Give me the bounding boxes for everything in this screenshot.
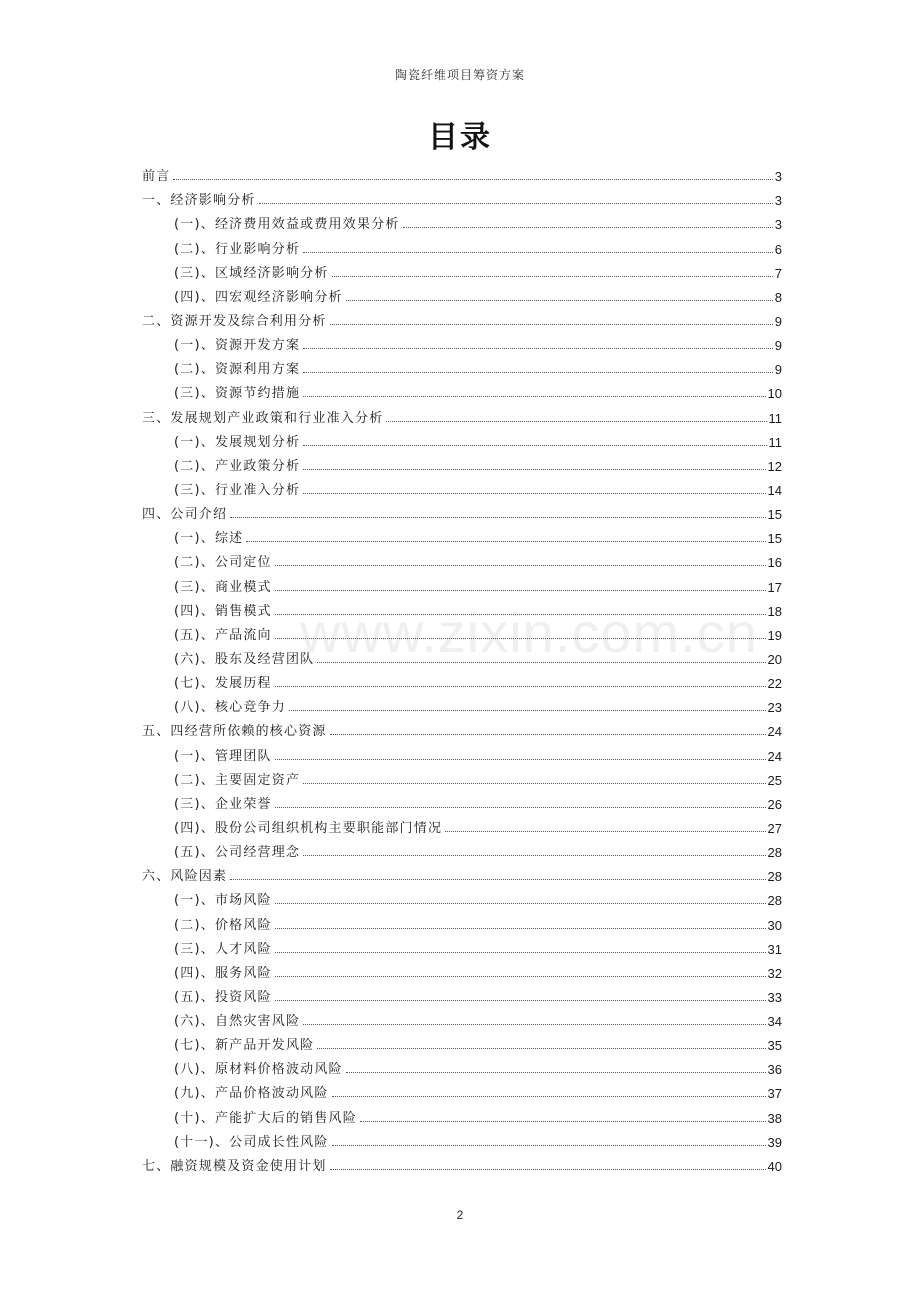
toc-entry-label: (五)、产品流向 bbox=[174, 627, 272, 643]
page-title: 目录 bbox=[428, 120, 492, 155]
toc-entry[interactable] bbox=[142, 981, 782, 1005]
toc-entry-page-number: 37 bbox=[767, 1086, 782, 1102]
toc-entry-label: (二)、公司定位 bbox=[174, 555, 272, 571]
toc-entry[interactable] bbox=[142, 184, 782, 208]
toc-entry-page-number: 3 bbox=[774, 169, 782, 185]
toc-entry-page-number: 9 bbox=[774, 313, 782, 329]
toc-entry-label: 二、资源开发及综合利用分析 bbox=[142, 313, 327, 329]
toc-dot-leader bbox=[275, 952, 766, 953]
toc-entry-page-number: 22 bbox=[767, 676, 782, 692]
toc-entry-label: (五)、公司经营理念 bbox=[174, 845, 301, 861]
toc-entry-label: (三)、资源节约措施 bbox=[174, 386, 301, 402]
toc-dot-leader bbox=[403, 227, 773, 228]
toc-dot-leader bbox=[259, 203, 773, 204]
toc-dot-leader bbox=[386, 421, 766, 422]
toc-entry[interactable] bbox=[142, 764, 782, 788]
toc-entry-page-number: 8 bbox=[774, 289, 782, 305]
toc-entry[interactable] bbox=[142, 715, 782, 739]
toc-entry-label: (二)、行业影响分析 bbox=[174, 241, 301, 257]
toc-entry-label: 三、发展规划产业政策和行业准入分析 bbox=[142, 410, 384, 426]
toc-entry[interactable] bbox=[142, 281, 782, 305]
toc-entry-page-number: 24 bbox=[767, 724, 782, 740]
toc-entry-label: (四)、销售模式 bbox=[174, 603, 272, 619]
toc-entry[interactable] bbox=[142, 232, 782, 256]
toc-entry[interactable] bbox=[142, 401, 782, 425]
toc-entry[interactable] bbox=[142, 522, 782, 546]
toc-dot-leader bbox=[330, 324, 773, 325]
toc-entry[interactable] bbox=[142, 908, 782, 932]
toc-entry[interactable] bbox=[142, 1077, 782, 1101]
toc-entry-label: (二)、资源利用方案 bbox=[174, 362, 301, 378]
toc-dot-leader bbox=[303, 252, 773, 253]
toc-entry-page-number: 26 bbox=[767, 796, 782, 812]
toc-entry-page-number: 18 bbox=[767, 603, 782, 619]
toc-entry-label: (一)、资源开发方案 bbox=[174, 338, 301, 354]
toc-entry-label: (一)、经济费用效益或费用效果分析 bbox=[174, 217, 400, 233]
toc-entry[interactable] bbox=[142, 1005, 782, 1029]
toc-entry-label: (四)、四宏观经济影响分析 bbox=[174, 289, 343, 305]
toc-entry-label: (十)、产能扩大后的销售风险 bbox=[174, 1110, 357, 1126]
toc-dot-leader bbox=[303, 372, 773, 373]
toc-dot-leader bbox=[275, 1000, 766, 1001]
toc-dot-leader bbox=[303, 855, 765, 856]
toc-entry[interactable] bbox=[142, 860, 782, 884]
toc-entry-label: 六、风险因素 bbox=[142, 869, 228, 885]
toc-entry-page-number: 24 bbox=[767, 748, 782, 764]
toc-entry-page-number: 9 bbox=[774, 362, 782, 378]
toc-entry-page-number: 14 bbox=[767, 482, 782, 498]
table-of-contents bbox=[142, 160, 782, 1174]
toc-dot-leader bbox=[445, 831, 765, 832]
toc-dot-leader bbox=[303, 445, 766, 446]
toc-entry[interactable] bbox=[142, 1053, 782, 1077]
toc-entry-label: (一)、管理团队 bbox=[174, 748, 272, 764]
toc-dot-leader bbox=[275, 903, 766, 904]
toc-entry-label: (八)、核心竞争力 bbox=[174, 700, 286, 716]
toc-entry-label: (三)、人才风险 bbox=[174, 941, 272, 957]
toc-dot-leader bbox=[289, 710, 766, 711]
toc-entry-page-number: 28 bbox=[767, 869, 782, 885]
toc-entry[interactable] bbox=[142, 353, 782, 377]
toc-entry[interactable] bbox=[142, 570, 782, 594]
toc-entry[interactable] bbox=[142, 474, 782, 498]
toc-dot-leader bbox=[230, 879, 765, 880]
toc-dot-leader bbox=[303, 783, 765, 784]
toc-entry[interactable] bbox=[142, 305, 782, 329]
toc-dot-leader bbox=[230, 517, 765, 518]
toc-dot-leader bbox=[275, 565, 766, 566]
toc-entry-label: (一)、市场风险 bbox=[174, 893, 272, 909]
toc-entry-page-number: 36 bbox=[767, 1062, 782, 1078]
toc-entry-label: (三)、商业模式 bbox=[174, 579, 272, 595]
toc-dot-leader bbox=[275, 614, 766, 615]
toc-entry-label: (二)、产业政策分析 bbox=[174, 458, 301, 474]
toc-dot-leader bbox=[317, 662, 765, 663]
toc-dot-leader bbox=[317, 1048, 765, 1049]
toc-entry[interactable] bbox=[142, 788, 782, 812]
toc-entry-page-number: 7 bbox=[774, 265, 782, 281]
toc-dot-leader bbox=[275, 590, 766, 591]
toc-entry[interactable] bbox=[142, 498, 782, 522]
toc-entry-page-number: 27 bbox=[767, 820, 782, 836]
toc-entry[interactable] bbox=[142, 643, 782, 667]
toc-entry-page-number: 3 bbox=[774, 193, 782, 209]
toc-entry-label: (一)、综述 bbox=[174, 531, 244, 547]
toc-entry-label: 前言 bbox=[142, 169, 171, 185]
toc-entry-label: (四)、服务风险 bbox=[174, 965, 272, 981]
toc-entry-label: 五、四经营所依赖的核心资源 bbox=[142, 724, 327, 740]
toc-dot-leader bbox=[303, 348, 773, 349]
toc-dot-leader bbox=[275, 807, 766, 808]
toc-entry-page-number: 34 bbox=[767, 1014, 782, 1030]
toc-entry-page-number: 10 bbox=[767, 386, 782, 402]
toc-dot-leader bbox=[303, 396, 765, 397]
toc-entry-page-number: 30 bbox=[767, 917, 782, 933]
toc-entry-page-number: 16 bbox=[767, 555, 782, 571]
toc-entry-label: (二)、主要固定资产 bbox=[174, 772, 301, 788]
toc-entry-label: (七)、新产品开发风险 bbox=[174, 1038, 315, 1054]
toc-dot-leader bbox=[275, 759, 766, 760]
toc-entry-page-number: 19 bbox=[767, 627, 782, 643]
toc-entry[interactable] bbox=[142, 667, 782, 691]
toc-dot-leader bbox=[275, 638, 766, 639]
toc-entry[interactable] bbox=[142, 1150, 782, 1174]
toc-dot-leader bbox=[332, 1096, 766, 1097]
toc-entry-page-number: 15 bbox=[767, 507, 782, 523]
toc-entry[interactable] bbox=[142, 450, 782, 474]
page-number: 2 bbox=[456, 1208, 464, 1222]
toc-dot-leader bbox=[303, 469, 765, 470]
toc-entry-label: (六)、自然灾害风险 bbox=[174, 1014, 301, 1030]
toc-dot-leader bbox=[246, 541, 765, 542]
toc-entry[interactable] bbox=[142, 812, 782, 836]
toc-entry-label: (六)、股东及经营团队 bbox=[174, 651, 315, 667]
toc-entry-page-number: 3 bbox=[774, 217, 782, 233]
toc-entry-label: (八)、原材料价格波动风险 bbox=[174, 1062, 343, 1078]
toc-entry-page-number: 40 bbox=[767, 1158, 782, 1174]
toc-entry[interactable] bbox=[142, 1101, 782, 1125]
toc-dot-leader bbox=[332, 1145, 766, 1146]
toc-dot-leader bbox=[332, 276, 773, 277]
toc-entry-page-number: 9 bbox=[774, 338, 782, 354]
toc-dot-leader bbox=[275, 976, 766, 977]
toc-entry-page-number: 17 bbox=[767, 579, 782, 595]
toc-entry-label: (二)、价格风险 bbox=[174, 917, 272, 933]
toc-entry-page-number: 6 bbox=[774, 241, 782, 257]
watermark: www.zixin.com.cn bbox=[300, 601, 758, 664]
toc-entry-label: 一、经济影响分析 bbox=[142, 193, 256, 209]
running-header: 陶瓷纤维项目筹资方案 bbox=[394, 68, 525, 82]
toc-entry-label: 七、融资规模及资金使用计划 bbox=[142, 1158, 327, 1174]
toc-entry-page-number: 32 bbox=[767, 965, 782, 981]
toc-entry-page-number: 23 bbox=[767, 700, 782, 716]
toc-entry-page-number: 39 bbox=[767, 1134, 782, 1150]
toc-dot-leader bbox=[303, 1024, 765, 1025]
toc-entry-label: (三)、行业准入分析 bbox=[174, 482, 301, 498]
toc-entry-page-number: 35 bbox=[767, 1038, 782, 1054]
toc-dot-leader bbox=[173, 179, 772, 180]
toc-entry-label: 四、公司介绍 bbox=[142, 507, 228, 523]
toc-entry[interactable] bbox=[142, 160, 782, 184]
toc-entry-label: (九)、产品价格波动风险 bbox=[174, 1086, 329, 1102]
toc-entry[interactable] bbox=[142, 739, 782, 763]
toc-entry[interactable] bbox=[142, 546, 782, 570]
toc-dot-leader bbox=[275, 686, 766, 687]
toc-entry-page-number: 28 bbox=[767, 893, 782, 909]
toc-entry-page-number: 31 bbox=[767, 941, 782, 957]
toc-entry[interactable] bbox=[142, 257, 782, 281]
toc-entry[interactable] bbox=[142, 208, 782, 232]
toc-entry-label: (七)、发展历程 bbox=[174, 676, 272, 692]
toc-entry-page-number: 33 bbox=[767, 989, 782, 1005]
toc-dot-leader bbox=[346, 1072, 766, 1073]
toc-dot-leader bbox=[330, 1169, 766, 1170]
toc-entry-page-number: 25 bbox=[767, 772, 782, 788]
toc-entry-page-number: 12 bbox=[767, 458, 782, 474]
toc-entry-label: (五)、投资风险 bbox=[174, 989, 272, 1005]
toc-entry[interactable] bbox=[142, 836, 782, 860]
toc-entry-page-number: 28 bbox=[767, 845, 782, 861]
toc-entry-label: (三)、区域经济影响分析 bbox=[174, 265, 329, 281]
toc-entry-page-number: 20 bbox=[767, 651, 782, 667]
toc-entry-label: (四)、股份公司组织机构主要职能部门情况 bbox=[174, 820, 443, 836]
toc-entry-page-number: 11 bbox=[768, 410, 782, 426]
toc-entry[interactable] bbox=[142, 619, 782, 643]
toc-entry[interactable] bbox=[142, 595, 782, 619]
toc-entry[interactable] bbox=[142, 377, 782, 401]
toc-dot-leader bbox=[360, 1121, 766, 1122]
toc-entry[interactable] bbox=[142, 957, 782, 981]
toc-entry-label: (三)、企业荣誉 bbox=[174, 796, 272, 812]
toc-dot-leader bbox=[330, 734, 766, 735]
toc-dot-leader bbox=[346, 300, 773, 301]
toc-entry[interactable] bbox=[142, 933, 782, 957]
toc-entry-page-number: 11 bbox=[768, 434, 782, 450]
toc-dot-leader bbox=[303, 493, 765, 494]
toc-entry-label: (十一)、公司成长性风险 bbox=[174, 1134, 329, 1150]
toc-entry[interactable] bbox=[142, 1126, 782, 1150]
toc-entry[interactable] bbox=[142, 691, 782, 715]
toc-entry-label: (一)、发展规划分析 bbox=[174, 434, 301, 450]
toc-entry[interactable] bbox=[142, 329, 782, 353]
toc-entry-page-number: 38 bbox=[767, 1110, 782, 1126]
toc-entry[interactable] bbox=[142, 426, 782, 450]
toc-entry[interactable] bbox=[142, 1029, 782, 1053]
toc-entry[interactable] bbox=[142, 884, 782, 908]
toc-dot-leader bbox=[275, 928, 766, 929]
toc-entry-page-number: 15 bbox=[767, 531, 782, 547]
